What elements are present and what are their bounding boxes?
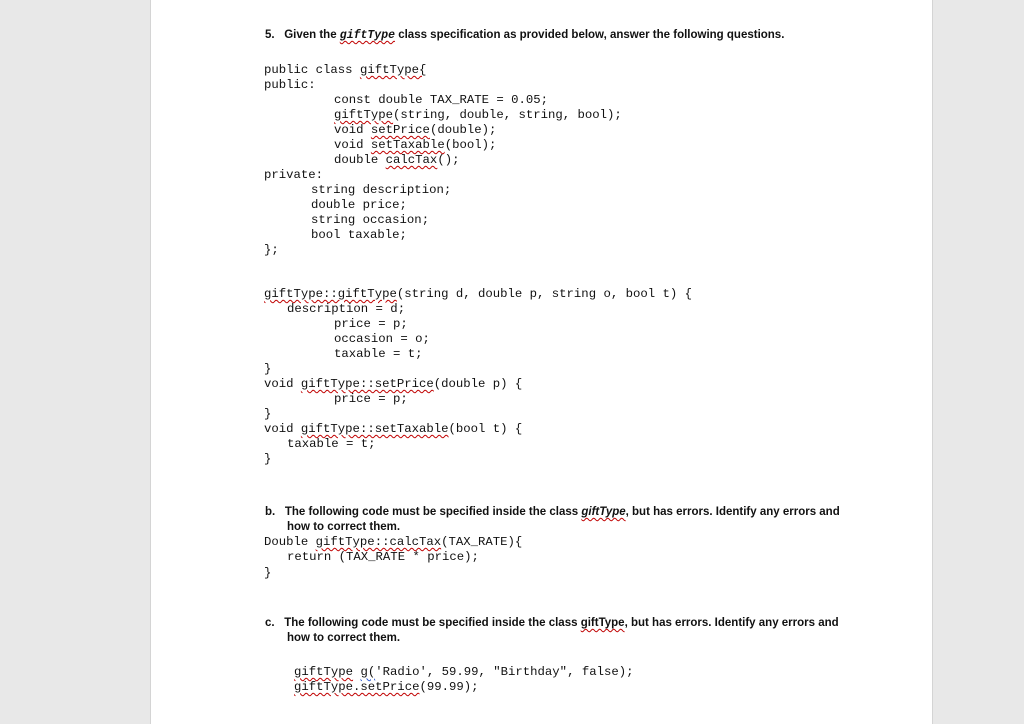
spec-line: private: [264, 168, 324, 182]
document-page [150, 0, 933, 724]
question-text: class specification as provided below, answer the following questions. [395, 29, 785, 41]
impl-line: } [264, 362, 272, 376]
question-c-text: how to correct them. [287, 632, 401, 644]
impl-line: void giftType::setPrice(double p) { [264, 377, 523, 391]
spec-line: string occasion; [311, 213, 430, 227]
impl-line: } [264, 452, 272, 466]
spec-line: public: [264, 78, 316, 92]
spec-line: bool taxable; [311, 228, 407, 242]
impl-line: void giftType::setTaxable(bool t) { [264, 422, 523, 436]
impl-line: } [264, 407, 272, 421]
class-name: giftType [580, 617, 625, 629]
question-5-heading [265, 29, 784, 42]
impl-line: price = p; [334, 317, 408, 331]
spec-line: void setPrice(double); [334, 123, 497, 137]
impl-line: description = d; [287, 302, 406, 316]
impl-line: taxable = t; [287, 437, 376, 451]
question-c-heading: c. The following code must be specified inside the class giftType, but has errors. Identify any errors and [265, 617, 839, 629]
spec-line: giftType(string, double, string, bool); [334, 108, 622, 122]
qb-code-line: } [264, 566, 272, 580]
question-number: 5. [265, 29, 275, 41]
question-label: c. [265, 617, 275, 629]
spec-line: string description; [311, 183, 452, 197]
qc-code-line: giftType.setPrice(99.99); [294, 680, 479, 694]
class-name: giftType [581, 506, 626, 518]
question-b-text: how to correct them. [287, 521, 401, 533]
spec-line: public class giftType{ [264, 63, 427, 77]
qb-code-line: Double giftType::calcTax(TAX_RATE){ [264, 535, 523, 549]
qc-code-line: giftType g('Radio', 59.99, "Birthday", false); [294, 665, 634, 679]
question-label: b. [265, 506, 276, 518]
spec-line: }; [264, 243, 279, 257]
spec-line: double price; [311, 198, 407, 212]
impl-line: giftType::giftType(string d, double p, string o, bool t) { [264, 287, 693, 301]
question-b-heading: b. The following code must be specified inside the class giftType, but has errors. Identify any errors and [265, 506, 840, 518]
spec-line: double calcTax(); [334, 153, 460, 167]
impl-line: occasion = o; [334, 332, 430, 346]
question-text: Given the [284, 29, 340, 41]
qb-code-line: return (TAX_RATE * price); [287, 550, 479, 564]
impl-line: taxable = t; [334, 347, 423, 361]
impl-line: price = p; [334, 392, 408, 406]
spec-line: const double TAX_RATE = 0.05; [334, 93, 549, 107]
spec-line: void setTaxable(bool); [334, 138, 497, 152]
class-name: giftType [339, 29, 396, 42]
